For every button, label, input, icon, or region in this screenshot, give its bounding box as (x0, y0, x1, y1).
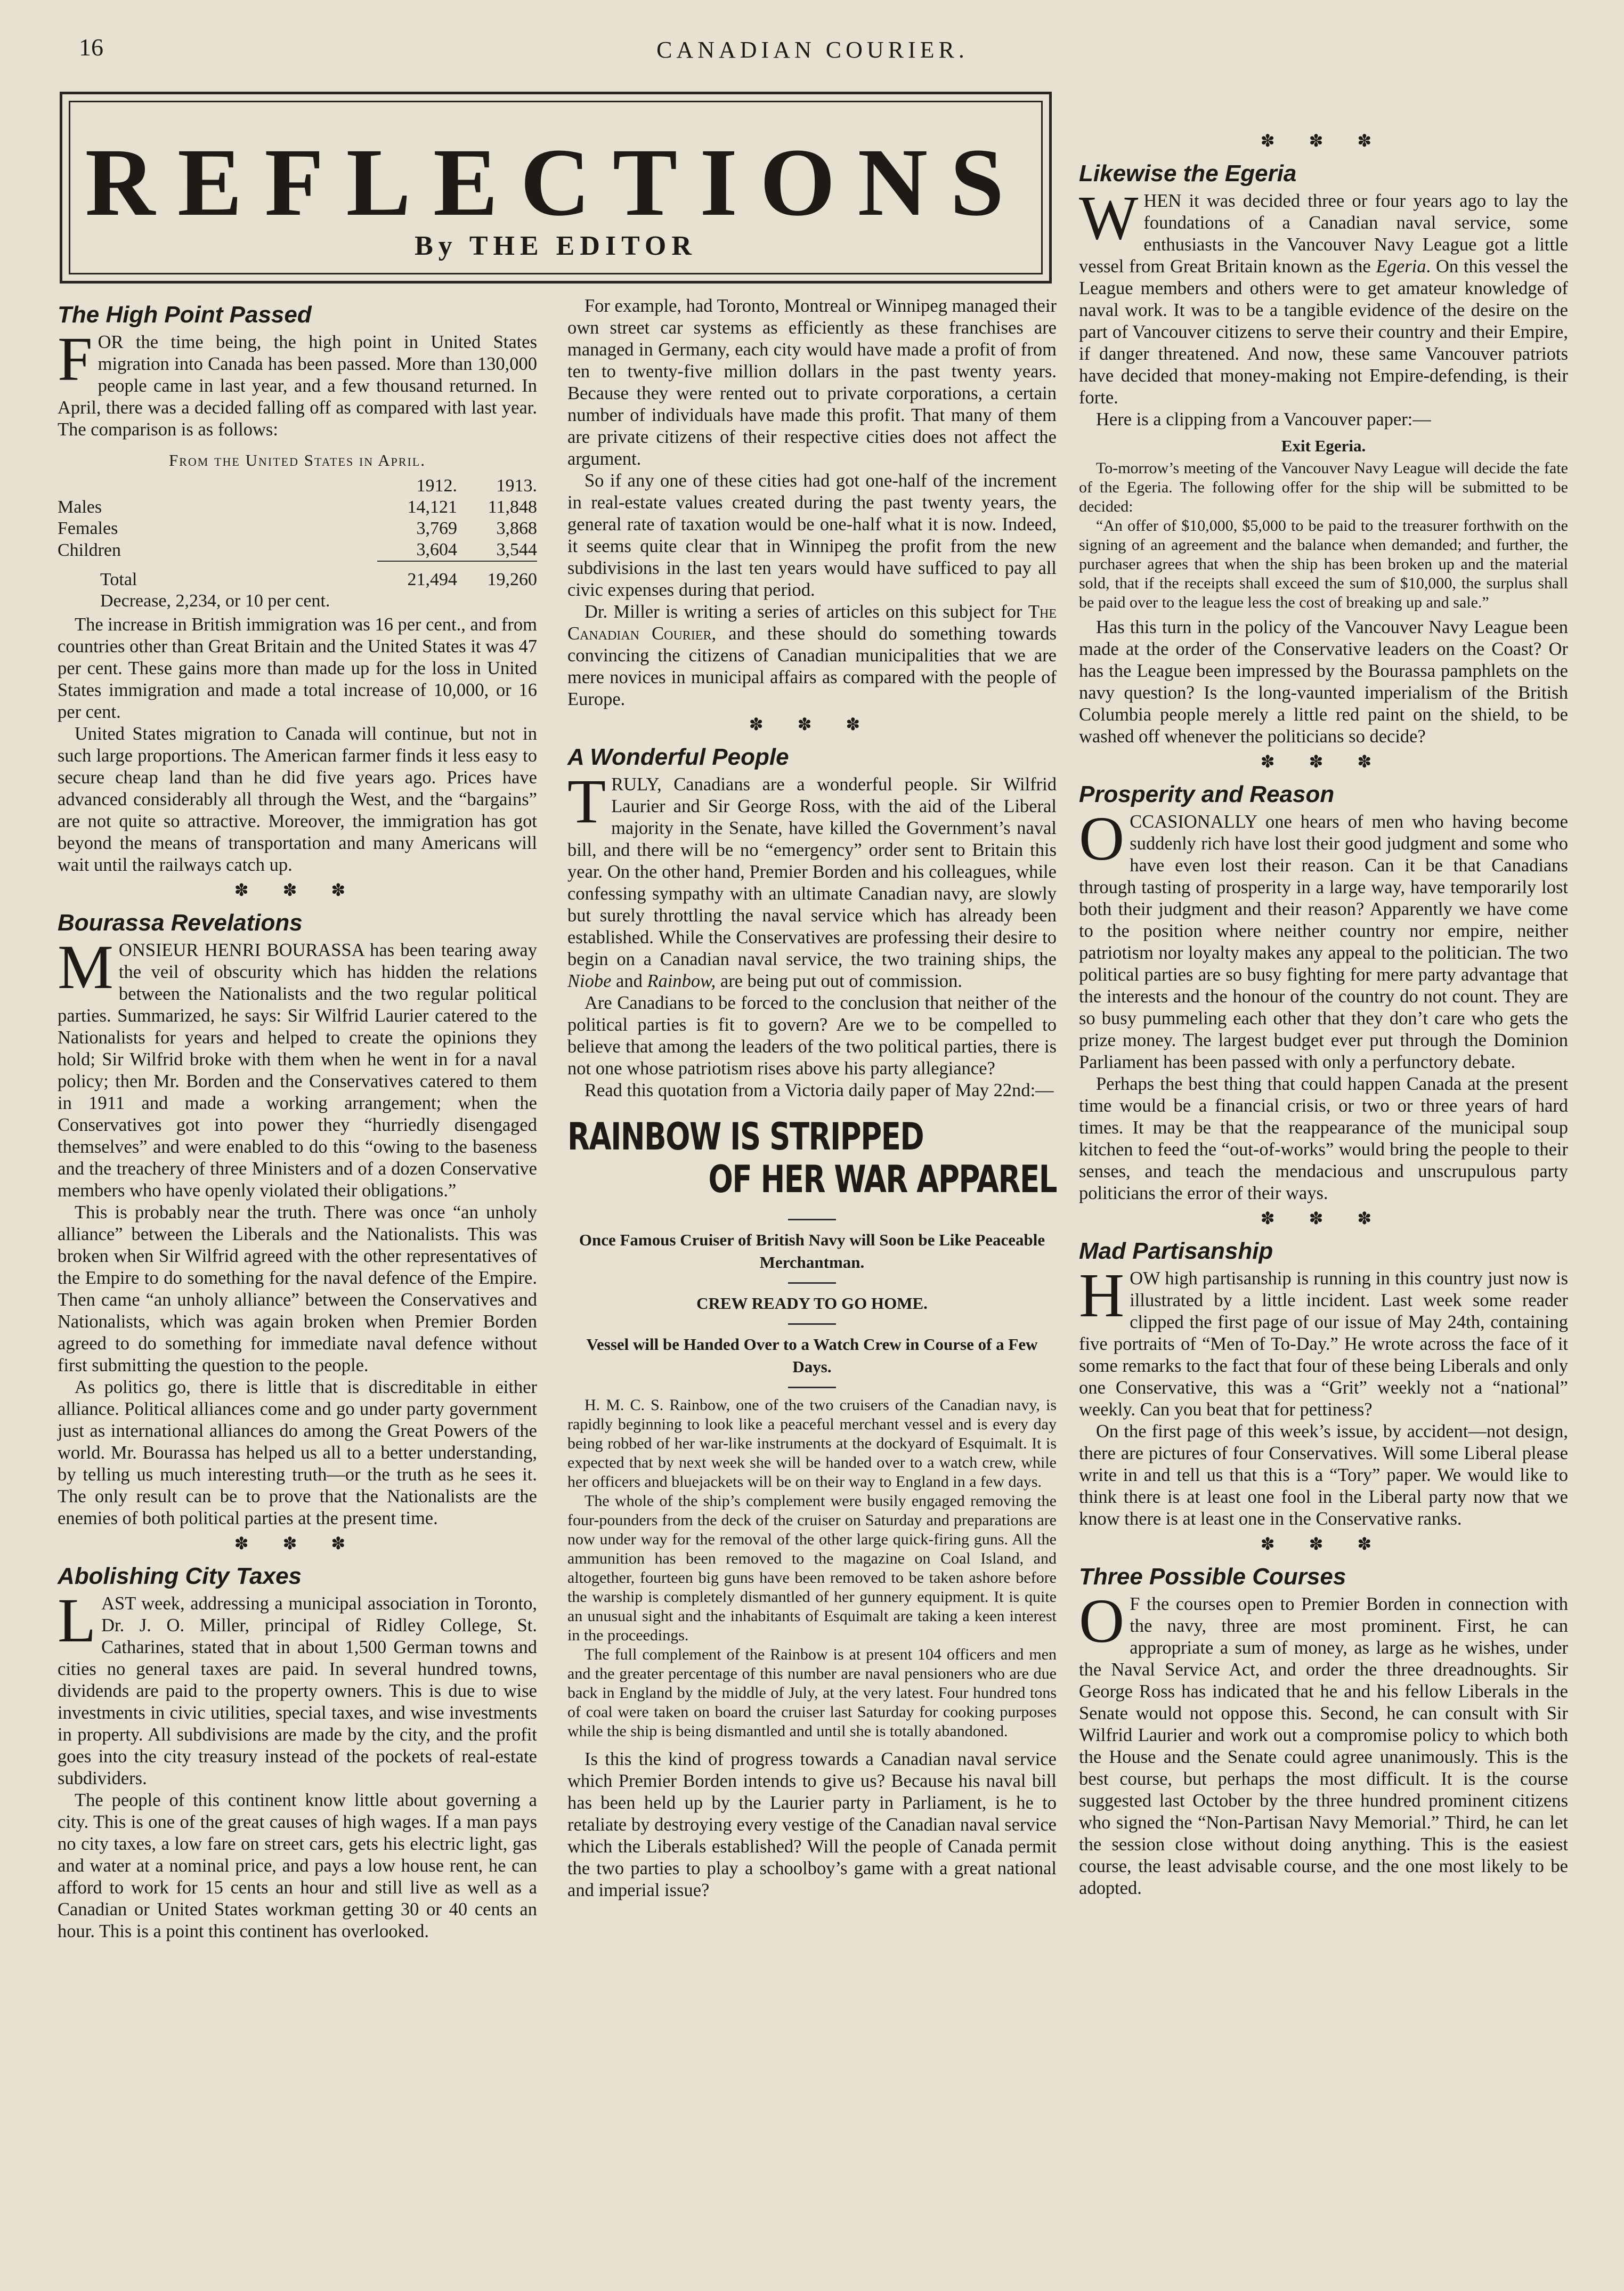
clipping-subhead: CREW READY TO GO HOME. (696, 1294, 928, 1313)
article-paragraph: O F the courses open to Premier Borden in connection with the navy, three are most prominent. First, he can appropriate a sum of money, as large as he wishes, under the Naval Service Act, and order the three dreadnoughts. Sir George Ross has indicated that he and his fellow Liberals in the Senate would not oppose this. Second, he can consult with Sir Wilfrid Laurier and work out a compromise policy to which both the House and the Senate could agree unanimously. This is the best course, but perhaps the most difficult. It is the course suggested last October by the three hundred prominent citizens who signed the “Non-Partisan Navy Memorial.” Third, he can let the session close without doing anything. This is the easiest course, the least advisable course, and the one most likely to be adopted. (1079, 1586, 1568, 1898)
newspaper-clipping (567, 1115, 1057, 1741)
article-paragraph: For example, had Toronto, Montreal or Winnipeg managed their own street car systems as efficiently as these franchises are managed in Germany, each city would have made a profit of from ten to twenty-five million dollars in the past twenty years. Because they were rented out to private corporations, a certain number of individuals have made this profit. That many of them are private citizens of their respective cities does not affect the argument. (567, 296, 1057, 469)
article-paragraph: WHEN it was decided three or four years ago to lay the foundations of a Canadian naval service, some enthusiasts in the Vancouver Navy League got a little vessel from Great Britain known as the Egeria. On this vessel the League members and others were to get amateur knowledge of naval work. It was to be a tangible evidence of the desire on the part of Vancouver citizens to serve their country and their Empire, if danger threatened. And now, these same Vancouver patriots have decided that money-making not Empire-defending, is their forte. (1079, 183, 1568, 408)
section-ornament: ✽ ✽ ✽ (749, 715, 875, 734)
drop-cap: O (1079, 804, 1125, 873)
cell-1913: 3,544 (457, 539, 537, 561)
article-paragraph: LAST week, addressing a municipal association in Toronto, Dr. J. O. Miller, principal of Ridley College, St. Catharines, stated that in about 1,500 German towns and cities no general taxes are paid. In several hundred towns, dividends are paid to the property owners. This is due to wise investments in civic utilities, special taxes, and wise investments in property. All subdivisions are made by the city, and the profit goes into the city treasury instead of the pockets of real-estate subdividers. (58, 1585, 537, 1788)
column-3 (1079, 92, 1568, 1899)
article-heading-bourassa: Bourassa Revelations (58, 910, 303, 936)
clipping-subhead: Once Famous Cruiser of British Navy will Soon be Like Peaceable Merchantman. (579, 1230, 1045, 1272)
table-row (58, 497, 537, 518)
article-paragraph: This is probably near the truth. There was once “an unholy alliance” between the Liberals and the Nationalists. This was broken when Sir Wilfrid agreed with the other representatives of the Empire to do something for the naval defence of the Empire. Then came “an unholy alliance” between the Conservatives and Nationalists, which was again broken when Premier Borden agreed to do something for immediate naval defence without first submitting the question to the people. (58, 1202, 537, 1375)
cell-1912: 3,604 (377, 539, 457, 561)
article-paragraph: TRULY, Canadians are a wonderful people. Sir Wilfrid Laurier and Sir George Ross, with the aid of the Liberal majority in the Senate, have killed the Government’s naval bill, and there will be no “emergency” order sent to Britain this year. On the other hand, Premier Borden and his colleagues, while confessing sympathy with an ultimate Canadian navy, are slowly but surely throttling the naval service which has already been established. While the Conservatives are professing their desire to begin on a Canadian naval service, the two training ships, the Niobe and Rainbow, are being put out of commission. (567, 766, 1057, 991)
article-heading-egeria: Likewise the Egeria (1079, 160, 1297, 187)
article-paragraph: Is this the kind of progress towards a Canadian naval service which Premier Borden intends to give us? Because his naval bill has been held up by the Laurier party in Parliament, is he to retaliate by destroying every vestige of the Canadian naval service which the Liberals established? Will the people of Canada permit the two parties to play a schoolboy’s game with a great national and imperial issue? (567, 1749, 1057, 1900)
drop-cap: W (1079, 183, 1139, 253)
divider (788, 1323, 836, 1325)
article-paragraph: So if any one of these cities had got one-half of the increment in real-estate values created during the past twenty years, the general rate of taxation would be one-half what it is now. Indeed, it seems quite clear that in Winnipeg the profit from the new subdivisions in the last ten years would have sufficed to pay all civic expenses during that period. (567, 471, 1057, 600)
cell-1913: 11,848 (488, 497, 537, 517)
column-header: 1913. (496, 476, 537, 496)
quoted-clipping-paragraph: To-morrow’s meeting of the Vancouver Navy League will decide the fate of the Egeria. The following offer for the ship will be submitted to be decided: (1079, 459, 1568, 515)
article-paragraph: The people of this continent know little about governing a city. This is one of the great causes of high wages. If a man pays no city taxes, a low fare on street cars, gets his electric light, gas and water at a nominal price, and pays a low house rent, he can afford to work for 15 cents an hour and still live as well as a Canadian or United States workman getting 30 or 40 cents an hour. This is a point this continent has overlooked. (58, 1790, 537, 1941)
article-paragraph: Read this quotation from a Victoria daily paper of May 22nd:— (584, 1080, 1054, 1100)
cell-1913: 19,260 (487, 570, 537, 589)
clipping-headline-line-2: OF HER WAR APPAREL (708, 1157, 1057, 1201)
drop-cap: F (58, 324, 93, 394)
section-ornament: ✽ ✽ ✽ (234, 1534, 361, 1553)
ship-name: Egeria (1376, 256, 1426, 277)
column-2 (567, 295, 1057, 1901)
masthead-inner-border (69, 101, 1043, 274)
article-paragraph: Has this turn in the policy of the Vancouver Navy League been made at the order of the Conservative leaders on the Coast? Or has the League been impressed by the Bourassa pamphlets on the navy question? Is the long-vaunted imperialism of the British Columbia people merely a little red paint on the shield, to be washed off whenever the politicians so decide? (1079, 617, 1568, 747)
running-head: CANADIAN COURIER. (656, 37, 969, 63)
article-heading-three-courses: Three Possible Courses (1079, 1564, 1346, 1590)
table-title: From the United States in April. (168, 451, 426, 469)
clipping-paragraph: H. M. C. S. Rainbow, one of the two cruisers of the Canadian navy, is rapidly beginning to look like a peaceful merchant vessel and is every day being robbed of her war-like instruments at the dockyard of Esquimalt. It is expected that by next week she will be handed over to a watch crew, while her officers and bluejackets will be on their way to England in a few days. (567, 1396, 1057, 1491)
section-ornament: ✽ ✽ ✽ (1260, 1534, 1387, 1553)
cell-1912: 14,121 (407, 497, 457, 517)
quoted-clipping-title: Exit Egeria. (1281, 436, 1366, 455)
divider (788, 1387, 836, 1388)
decrease-note: Decrease, 2,234, or 10 per cent. (100, 591, 330, 611)
clipping-paragraph: The whole of the ship’s complement were busily engaged removing the four-pounders from the deck of the cruiser on Saturday and preparations are now under way for the removal of the other large quick-firing guns. All the ammunition has been removed to the magazine on Coal Island, and altogether, fourteen big guns have been removed to be taken ashore before the warship is completely dismantled of her gunnery equipment. It is quite an unusual sight and the inhabitants of Esquimalt are taking a keen interest in the proceedings. (567, 1492, 1057, 1644)
article-heading-wonderful-people: A Wonderful People (567, 744, 789, 770)
masthead-byline: By THE EDITOR (415, 231, 697, 261)
article-paragraph: Dr. Miller is writing a series of articles on this subject for The Canadian Courier, and these should do something towards convincing the citizens of Canadian municipalities that we are mere novices in municipal affairs as compared with the people of Europe. (567, 602, 1057, 709)
drop-cap: L (58, 1585, 96, 1655)
article-paragraph: Are Canadians to be forced to the conclusion that neither of the political parties is fit to govern? Are we to be compelled to believe that among the leaders of the two political parties, there is not one whose patriotism rises above his party allegiance? (567, 993, 1057, 1079)
masthead-title: REFLECTIONS (85, 129, 1027, 236)
table-row (58, 539, 537, 561)
ship-name: Rainbow, (647, 971, 716, 991)
article-paragraph: MONSIEUR HENRI BOURASSA has been tearing away the veil of obscurity which has hidden the relations between the Nationalists and the two regular political parties. Summarized, he says: Sir Wilfrid Laurier catered to the Nationalists for years and helped to create the opinions they hold; Sir Wilfrid broke with them when he went in for a naval policy; then Mr. Borden and the Conservatives catered to them in 1911 and made a working arrangement; when the Conservatives got into power they “hurriedly disengaged themselves” and were enabled to do this “owing to the baseness and the treachery of three Ministers and of a dozen Conservative members who have openly violated their obligations.” (58, 932, 537, 1201)
table-row (58, 518, 537, 539)
immigration-table (58, 475, 537, 612)
drop-cap: M (58, 932, 113, 1002)
ship-name: Niobe (567, 971, 612, 991)
section-ornament: ✽ ✽ ✽ (1260, 131, 1387, 150)
article-paragraph: Perhaps the best thing that could happen Canada at the present time would be a financial crisis, or two or three years of hard times. It may be that the reappearance of the municipal soup kitchen to feed the “out-of-works” would bring the people to their senses, and teach the mendacious and unscrupulous party politicians the error of their ways. (1079, 1074, 1568, 1203)
section-ornament: ✽ ✽ ✽ (1260, 1209, 1387, 1228)
article-paragraph: On the first page of this week’s issue, by accident—not design, there are pictures of four Conservatives. Will some Liberal please write in and tell us that this is a “Tory” paper. We would like to think there is at least one fool in the Liberal party now that we know there is at least one in the Conservative ranks. (1079, 1421, 1568, 1529)
article-paragraph: As politics go, there is little that is discreditable in either alliance. Political alliances come and go under party government just as international alliances do among the Great Powers of the world. Mr. Bourassa has helped us all to a better understanding, by telling us much interesting truth—or the truth as he sees it. The only result can be to prove that the Nationalists are the enemies of both political parties at the present time. (58, 1377, 537, 1528)
article-heading-mad-partisanship: Mad Partisanship (1079, 1238, 1273, 1264)
article-paragraph: Here is a clipping from a Vancouver paper:— (1096, 409, 1431, 430)
table-note-row (58, 590, 537, 612)
reflections-masthead (60, 92, 1052, 284)
cell-1913: 3,868 (496, 519, 537, 538)
divider (788, 1219, 836, 1220)
clipping-paragraph: The full complement of the Rainbow is at present 104 officers and men and the greater percentage of this number are naval pensioners who are due back in England by the middle of July, at the very latest. Four hundred tons of coal were taken on board the cruiser last Saturday for cooking purposes while the ship is being dismantled and until she is totally abandoned. (567, 1646, 1057, 1740)
divider (788, 1282, 836, 1284)
section-ornament: ✽ ✽ ✽ (234, 880, 361, 900)
article-paragraph: United States migration to Canada will continue, but not in such large proportions. The American farmer finds it less easy to secure cheap land than he did five years ago. Prices have advanced considerably all through the West, and the “bargains” are not quite so attractive. Moreover, the immigration has got beyond the means of transportation and many Americans will wait until the railways catch up. (58, 724, 537, 875)
section-ornament: ✽ ✽ ✽ (1260, 752, 1387, 771)
article-paragraph: HOW high partisanship is running in this country just now is illustrated by a little incident. Last week some reader clipped the first page of our issue of May 24th, containing five portraits of “Men of To-Day.” He wrote across the face of it some remarks to the fact that four of these being Liberals and only one Conservative, this was a “Grit” weekly not a “national” weekly. Can you beat that for pettiness? (1079, 1260, 1568, 1420)
page-number: 16 (79, 34, 103, 61)
article-heading-high-point: The High Point Passed (58, 302, 312, 328)
clipping-headline-line-1: RAINBOW IS STRIPPED (567, 1115, 924, 1159)
table-total-row (58, 561, 537, 590)
row-label: Males (58, 497, 102, 517)
drop-cap: O (1079, 1586, 1125, 1656)
table-header-row (58, 475, 537, 497)
article-paragraph: OCCASIONALLY one hears of men who having become suddenly rich have lost their good judgment and some who have even lost their reason. Can it be that Canadians through tasting of prosperity in a large way, have temporarily lost both their judgment and their reason? Apparently we have come to the position where neither country nor empire, neither patriotism nor loyalty makes any appeal to the politician. The two political parties are so busy fighting for mere party advantage that the interests and the honour of the country do not count. They are so busy pummeling each other that they don’t care who gets the prize money. The largest budget ever put through the Dominion Parliament has been passed with only a perfunctory debate. (1079, 804, 1568, 1072)
article-heading-prosperity: Prosperity and Reason (1079, 781, 1335, 807)
clipping-subhead: Vessel will be Handed Over to a Watch Crew in Course of a Few Days. (586, 1335, 1038, 1376)
article-paragraph: FOR the time being, the high point in United States migration into Canada has been passed. More than 130,000 people came in last year, and a few thousand returned. In April, there was a decided falling off as compared with last year. The comparison is as follows: (58, 324, 537, 440)
column-header: 1912. (416, 476, 457, 496)
cell-1912: 21,494 (407, 570, 457, 589)
drop-cap: T (567, 766, 606, 836)
row-label: Total (100, 569, 137, 589)
row-label: Children (58, 540, 121, 560)
row-label: Females (58, 519, 118, 538)
cell-1912: 3,769 (416, 519, 457, 538)
article-paragraph: The increase in British immigration was 16 per cent., and from countries other than Great Britain and the United States it was 47 per cent. These gains more than made up for the loss in United States immigration and made a total increase of 10,000, or 16 per cent. (58, 614, 538, 722)
column-1 (58, 293, 537, 1942)
article-heading-city-taxes: Abolishing City Taxes (58, 1563, 302, 1589)
publication-name: The Canadian Courier (567, 602, 1057, 644)
quoted-clipping-paragraph: “An offer of $10,000, $5,000 to be paid to the treasurer forthwith on the signing of an agreement and the balance when demanded; and further, the purchaser agrees that when the ship has been broken up and the material sold, that if the receipts shall exceed the sum of $10,000, the surplus shall be paid over to the league less the cost of breaking up and sale.” (1079, 517, 1568, 611)
drop-cap: H (1079, 1260, 1125, 1330)
